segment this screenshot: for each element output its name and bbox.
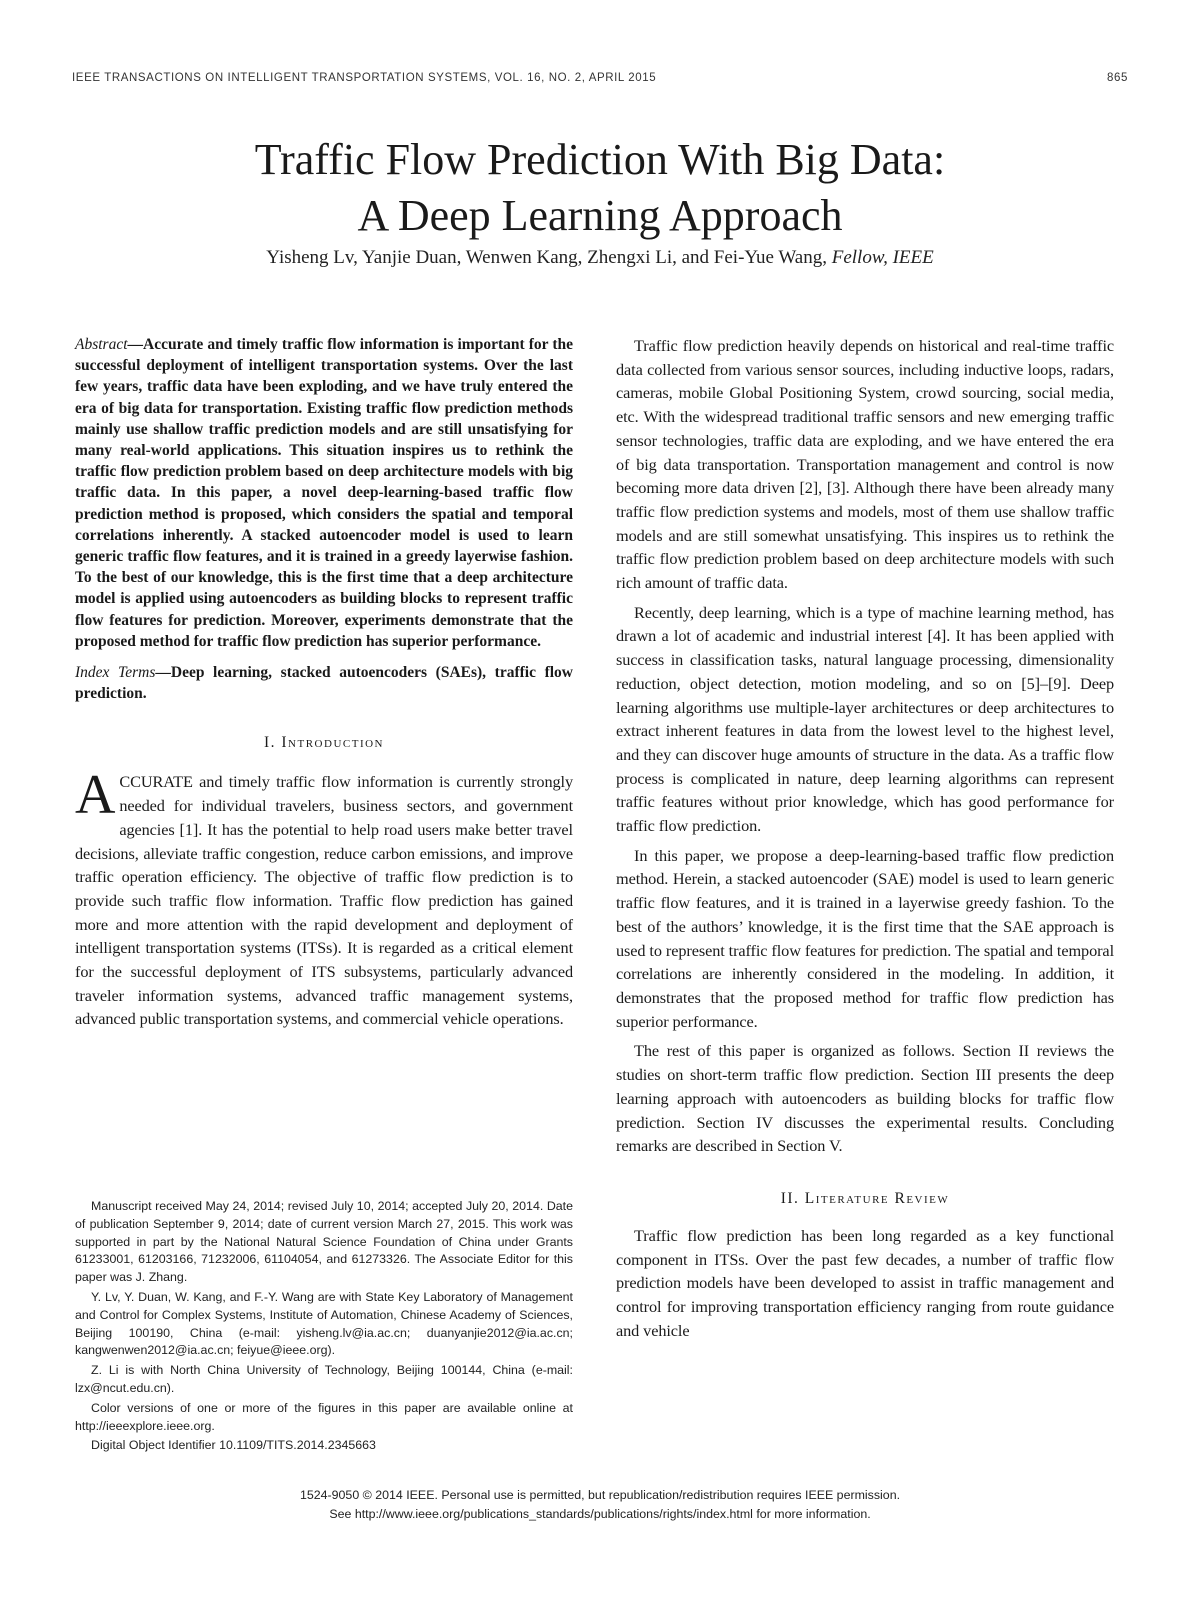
author-role: Fellow, IEEE [831, 247, 934, 268]
copyright-line-1: 1524-9050 © 2014 IEEE. Personal use is permitted, but republication/redistribution requires IEEE permission. [299, 1488, 901, 1502]
footnote-doi: Digital Object Identifier 10.1109/TITS.2014.2345663 [91, 1438, 376, 1453]
running-header [72, 72, 1128, 92]
copyright-notice [0, 1486, 1200, 1524]
footnote-affiliation-2: Z. Li is with North China University of Technology, Beijing 100144, China (e-mail: lzx@ncut.edu.cn). [75, 1363, 573, 1395]
journal-name: IEEE TRANSACTIONS ON INTELLIGENT TRANSPORTATION SYSTEMS, VOL. 16, NO. 2, APRIL 2015 [72, 72, 657, 84]
title-line-1: Traffic Flow Prediction With Big Data: [254, 135, 946, 184]
page-number: 865 [1107, 72, 1128, 84]
footnote-manuscript: Manuscript received May 24, 2014; revised July 10, 2014; accepted July 20, 2014. Date of publication September 9, 2014; date of current version March 27, 2015. This work was supported in part by the National Natural Science Foundation of China under Grants 61233001, 61203166, 71232006, 61104054, and 61273326. The Associate Editor for this paper was J. Zhang. [75, 1199, 573, 1285]
footnote-affiliation-1: Y. Lv, Y. Duan, W. Kang, and F.-Y. Wang are with State Key Laboratory of Management and Control for Complex Systems, Institute of Automation, Chinese Academy of Sciences, Beijing 100190, China (e-mail: yisheng.lv@ia.ac.cn; duanyanjie2012@ia.ac.cn; kangwenwen2012@ia.ac.cn; feiyue@ieee.org). [75, 1289, 573, 1358]
section-heading-literature-review: II. Literature Review [780, 1189, 950, 1207]
footnotes [75, 1198, 573, 1457]
abstract [75, 334, 573, 652]
intro-paragraph-1-text: CCURATE and timely traffic flow information is currently strongly needed for individual travelers, business sectors, and government agencies [1]. It has the potential to help road users make better travel decisions, alleviate traffic congestion, reduce carbon emissions, and improve traffic operation efficiency. The objective of traffic flow prediction is to provide such traffic flow information. Traffic flow prediction has gained more and more attention with the rapid development and deployment of intelligent transportation systems (ITSs). It is regarded as a critical element for the successful deployment of ITS subsystems, particularly advanced traveler information systems, advanced traffic management systems, advanced public transportation systems, and commercial vehicle operations. [75, 772, 573, 1029]
left-column [75, 334, 573, 1037]
right-column [616, 334, 1114, 1348]
title-line-2: A Deep Learning Approach [357, 191, 843, 240]
index-terms [75, 662, 573, 704]
intro-paragraph-2: Traffic flow prediction heavily depends on historical and real-time traffic data collected from various sensor sources, including inductive loops, radars, cameras, mobile Global Positioning System, crowd sourcing, social media, etc. With the widespread traditional traffic sensors and new emerging traffic sensor technologies, traffic data are exploding, and we have entered the era of big data transportation. Transportation management and control is now becoming more data driven [2], [3]. Although there have been already many traffic flow prediction systems and models, most of them use shallow traffic models and are still somewhat unsatisfying. This inspires us to rethink the traffic flow prediction problem based on deep architecture models with such rich amount of traffic data. [616, 336, 1114, 593]
index-terms-text: —Deep learning, stacked autoencoders (SAEs), traffic flow prediction. [75, 664, 573, 703]
intro-paragraph-5: The rest of this paper is organized as follows. Section II reviews the studies on short-term traffic flow prediction. Section III presents the deep learning approach with autoencoders as building blocks for traffic flow prediction. Section IV discusses the experimental results. Concluding remarks are described in Section V. [616, 1041, 1114, 1156]
abstract-label: Abstract [75, 336, 128, 353]
paper-title [0, 132, 1200, 244]
drop-cap: A [75, 764, 116, 827]
section-heading-introduction: I. Introduction [263, 734, 384, 752]
copyright-line-2: See http://www.ieee.org/publications_standards/publications/rights/index.html for more information. [329, 1507, 871, 1521]
author-names: Yisheng Lv, Yanjie Duan, Wenwen Kang, Zhengxi Li, and Fei-Yue Wang, [266, 247, 832, 268]
intro-paragraph-3: Recently, deep learning, which is a type of machine learning method, has drawn a lot of academic and industrial interest [4]. It has been applied with success in classification tasks, natural language processing, dimensionality reduction, object detection, motion modeling, and so on [5]–[9]. Deep learning algorithms use multiple-layer architectures or deep architectures to extract inherent features in data from the lowest level to the highest level, and they can discover huge amounts of structure in the data. As a traffic flow process is complicated in nature, deep learning algorithms can represent traffic features without prior knowledge, which has good performance for traffic flow prediction. [616, 602, 1114, 836]
author-list [0, 247, 1200, 269]
index-terms-label: Index Terms [75, 664, 156, 682]
footnote-color: Color versions of one or more of the figures in this paper are available online at http://ieeexplore.ieee.org. [75, 1400, 573, 1433]
abstract-text: —Accurate and timely traffic flow information is important for the successful deployment of intelligent transportation systems. Over the last few years, traffic data have been exploding, and we have truly entered the era of big data for transportation. Existing traffic flow prediction methods mainly use shallow traffic prediction models and are still unsatisfying for many real-world applications. This situation inspires us to rethink the traffic flow prediction problem based on deep architecture models with big traffic data. In this paper, a novel deep-learning-based traffic flow prediction method is proposed, which considers the spatial and temporal correlations inherently. A stacked autoencoder model is used to learn generic traffic flow features, and it is trained in a greedy layerwise fashion. To the best of our knowledge, this is the first time that a deep architecture model is applied using autoencoders as building blocks to represent traffic flow features for prediction. Moreover, experiments demonstrate that the proposed method for traffic flow prediction has superior performance. [75, 336, 573, 650]
intro-paragraph-1 [75, 764, 573, 1031]
literature-paragraph-1: Traffic flow prediction has been long regarded as a key functional component in ITSs. Over the past few decades, a number of traffic flow prediction models have been developed to assist in traffic management and control for improving transportation efficiency ranging from route guidance and vehicle [616, 1225, 1114, 1340]
intro-paragraph-4: In this paper, we propose a deep-learning-based traffic flow prediction method. Herein, a stacked autoencoder (SAE) model is used to learn generic traffic flow features, and it is trained in a layerwise greedy fashion. To the best of the authors’ knowledge, it is the first time that the SAE approach is used to represent traffic flow features for prediction. The spatial and temporal correlations are inherently considered in the modeling. In addition, it demonstrates that the proposed method for traffic flow prediction has superior performance. [616, 845, 1114, 1031]
